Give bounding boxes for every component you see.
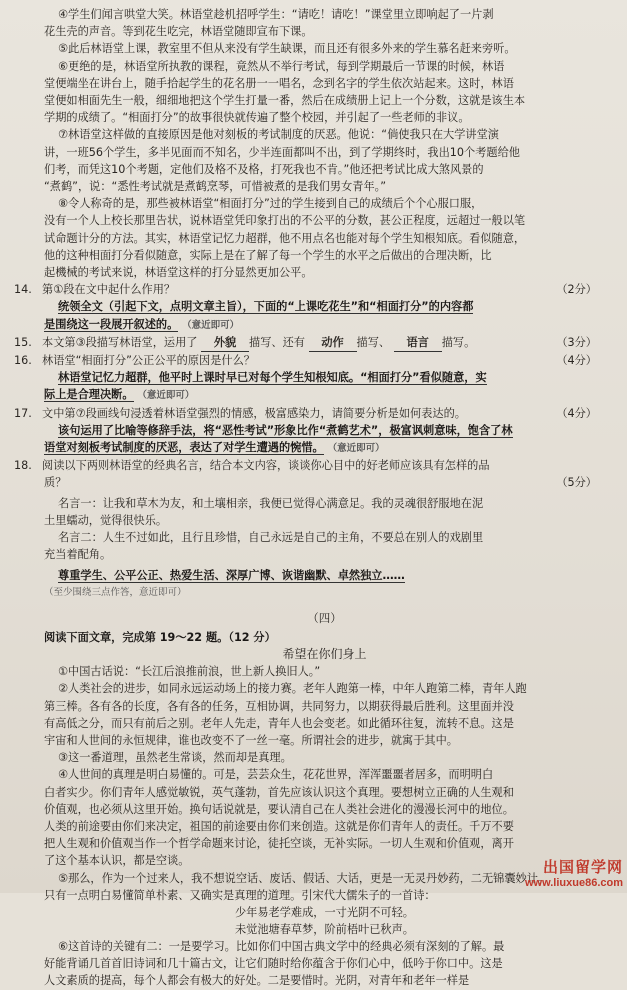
question-14: 14. 第①段在文中起什么作用？ （2分） bbox=[14, 283, 597, 297]
paragraph-line: 堂便端坐在讲台上，随手拾起学生的花名册一一唱名，念到名字的学生依次站起来。这时，林语 bbox=[44, 76, 514, 90]
section-instruction: 阅读下面文章，完成第 19～22 题。（12 分） bbox=[44, 630, 276, 644]
quote-line: 土里蠕动，觉得很快乐。 bbox=[44, 513, 168, 527]
paragraph-line: 学期的成绩了。“相面打分”的故事很快就传遍了整个校园，并引起了一些老师的非议。 bbox=[44, 111, 470, 125]
answer-16-cont: 际上是合理决断。 （意近即可） bbox=[44, 388, 195, 402]
poem-line: 少年易老学难成，一寸光阴不可轻。 bbox=[234, 905, 414, 919]
paragraph-line: ④学生们闻言哄堂大笑。林语堂趁机招呼学生：“请吃！请吃！”课堂里立即响起了一片剥 bbox=[58, 8, 494, 21]
paragraph-line: 第三棒。各有各的长度，各有各的任务，互相协调，共同努力，以期获得最后胜利。这里面并没 bbox=[44, 699, 514, 713]
paragraph-line: ④人世间的真理是明白易懂的。可是，芸芸众生，花花世界，浑浑噩噩者居多，而明明白 bbox=[58, 768, 494, 782]
paragraph-line: 试命题计分的方法。其实，林语堂记忆力超群，他不用点名也能对每个学生知根知底。看似随意， bbox=[44, 231, 526, 245]
quotes bbox=[44, 495, 605, 564]
paragraph-line: ⑤那么，作为一个过来人，我不想说空话、废话、假话、大话，更是一无灵丹妙药，二无锦囊妙计。 bbox=[58, 871, 550, 885]
paragraph-line: ③这一番道理，虽然老生常谈，然而却是真理。 bbox=[58, 751, 292, 765]
quote-line: 名言二：人生不过如此，且行且珍惜，自己永远是自己的主角，不要总在别人的戏剧里 bbox=[58, 531, 484, 545]
essay-end bbox=[44, 938, 605, 990]
paragraph-line: 他的这种相面打分看似随意，实际上是在了解了每一个学生的水平之后做出的合理决断，比 bbox=[44, 248, 492, 262]
paragraph-line: ②人类社会的进步，如同永远运动场上的接力赛。老年人跑第一棒，中年人跑第二棒，青年人跑 bbox=[58, 682, 527, 696]
paragraph-line: 人文素质的提高，每个人都会有极大的好处。二是要惜时。光阴，对青年和老年一样是 bbox=[44, 974, 470, 988]
paragraph-line: ⑥更绝的是，林语堂所执教的课程，竟然从不举行考试，每到学期最后一节课的时候，林语 bbox=[58, 59, 505, 73]
answer-14: 统领全文（引起下文，点明文章主旨），下面的“上课吃花生”和“相面打分”的内容都 bbox=[58, 300, 474, 314]
paragraph-line: 讲，一班56个学生，多半见面而不知名，少半连面都叫不出，到了学期终时，我出10个考题给他 bbox=[44, 145, 520, 159]
question-15: 15. 本文第③段描写林语堂，运用了 外貌 描写、还有 动作 描写、 语言 描写。 （3分） bbox=[44, 334, 605, 352]
quote-line: 充当着配角。 bbox=[44, 548, 112, 562]
question-18: 18. 阅读以下两则林语堂的经典名言，结合本文内容，谈谈你心目中的好老师应该具有怎样的品 bbox=[14, 459, 490, 473]
paragraph-line: 好能背诵几首首旧诗词和几十篇古文，让它们随时给你蕴含于你们心中，低吟于你口中。这是 bbox=[44, 957, 503, 971]
answer-18: 尊重学生、公平公正、热爱生活、深厚广博、诙谐幽默、卓然独立…… bbox=[58, 568, 405, 582]
paragraph-line: 们考，而凭这10个考题，定他们及格不及格，打死我也不肯。”他还把考试比成大煞风景的 bbox=[44, 162, 484, 176]
poem-line: 未觉池塘春草梦，阶前梧叶已秋声。 bbox=[234, 922, 414, 936]
paragraph-line: 宇宙和人世间的永恒规律，谁也改变不了一丝一毫。所谓社会的进步，就寓于其中。 bbox=[44, 733, 458, 747]
paragraph-line: 了这个基本认识，都是空谈。 bbox=[44, 854, 190, 868]
paragraph-line: ⑥这首诗的关键有二：一是要学习。比如你们中国古典文学中的经典必须有深刻的了解。最 bbox=[58, 939, 505, 953]
paragraph-line: 起機械的考试来说，林语堂这样的打分显然更加公平。 bbox=[44, 266, 313, 280]
paragraph-line: 价值观，也必须从这里开始。换句话说就是，要认清自己在人类社会进化的漫漫长河中的地位。 bbox=[44, 802, 514, 816]
question-17: 17. 文中第⑦段画线句浸透着林语堂强烈的情感，极富感染力，请简要分析是如何表达的。 （4分） bbox=[14, 406, 597, 420]
paragraph-line: ⑦林语堂这样做的直接原因是他对刻板的考试制度的厌恶。他说：“倘使我只在大学讲堂演 bbox=[58, 128, 499, 142]
paragraph-line: “煮鹤”，说：“悉性考试就是煮鹤烹琴，可惜被煮的是我们男女青年。” bbox=[44, 180, 387, 194]
answer-16: 林语堂记忆力超群，他平时上课时早已对每个学生知根知底。“相面打分”看似随意，实 bbox=[58, 371, 487, 385]
watermark-url: www.liuxue86.com bbox=[524, 877, 623, 889]
paragraph-line: ①中国古话说：“长江后浪推前浪，世上新人换旧人。” bbox=[58, 665, 321, 679]
essay-title: 希望在你们身上 bbox=[282, 647, 367, 662]
paragraph-line: 白者实少。你们青年人感觉敏锐，英气蓬勃，首先应该认识这个真理。要想树立正确的人生观和 bbox=[44, 785, 514, 799]
essay-body bbox=[44, 663, 605, 904]
paragraph-line: 堂便如相面先生一般，细细地把这个学生打量一番，然后在成绩册上记上一个分数，这就是该生本 bbox=[44, 94, 526, 108]
paragraph-line: ⑤此后林语堂上课，教室里不但从来没有学生缺课，而且还有很多外来的学生慕名赶来旁听。 bbox=[58, 42, 516, 56]
answer-17-cont: 语堂对刻板考试制度的厌恶，表达了对学生遭遇的惋惜。 （意近即可） bbox=[44, 441, 385, 455]
paragraph-line: 有高低之分，而只有前后之别。老年人先走，青年人也会变老。如此循环往复，流转不息。这是 bbox=[44, 716, 514, 730]
passage-top bbox=[44, 6, 605, 281]
paragraph-line: 人类的前途要由你们来决定，祖国的前途要由你们来创造。这就是你们青年人的责任。千万不要 bbox=[44, 819, 514, 833]
paragraph-line: 花生壳的声音。等到花生吃完，林语堂随即宣布下课。 bbox=[44, 25, 313, 39]
section-heading: （四） bbox=[307, 610, 342, 625]
question-18-cont: 质？ （5分） bbox=[44, 476, 597, 490]
watermark-title: 出国留学网 bbox=[542, 859, 623, 876]
quote-line: 名言一：让我和草木为友，和土壤相亲，我便已觉得心满意足。我的灵魂很舒服地在泥 bbox=[58, 496, 484, 510]
answer-18-note: （至少围绕三点作答，意近即可） bbox=[44, 586, 187, 598]
poem bbox=[44, 904, 605, 938]
paragraph-line: 只有一点明白易懂简单朴素、又确实是真理的道理。引宋代大儒朱子的一首诗： bbox=[44, 888, 436, 902]
answer-14-cont: 是围绕这一段展开叙述的。 （意近即可） bbox=[44, 317, 240, 331]
question-16: 16. 林语堂“相面打分”公正公平的原因是什么？ （4分） bbox=[14, 354, 597, 368]
watermark-logo bbox=[525, 856, 623, 889]
paragraph-line: ⑧令人称奇的是，那些被林语堂“相面打分”过的学生接到自己的成绩后个个心服口服， bbox=[58, 197, 483, 211]
paragraph-line: 把人生观和价值观当作一个哲学命题来讨论，徒托空谈，无补实际。一切人生观和价值观，离开 bbox=[44, 837, 514, 851]
paragraph-line: 没有一个人上校长那里告状，说林语堂凭印象打出的不公平的分数，甚公正程度，远超过一般以笔 bbox=[44, 214, 526, 228]
answer-17: 该句运用了比喻等修辞手法，将“恶性考试”形象比作“煮鹤艺术”，极富讽刺意味，饱含了林 bbox=[58, 423, 513, 437]
